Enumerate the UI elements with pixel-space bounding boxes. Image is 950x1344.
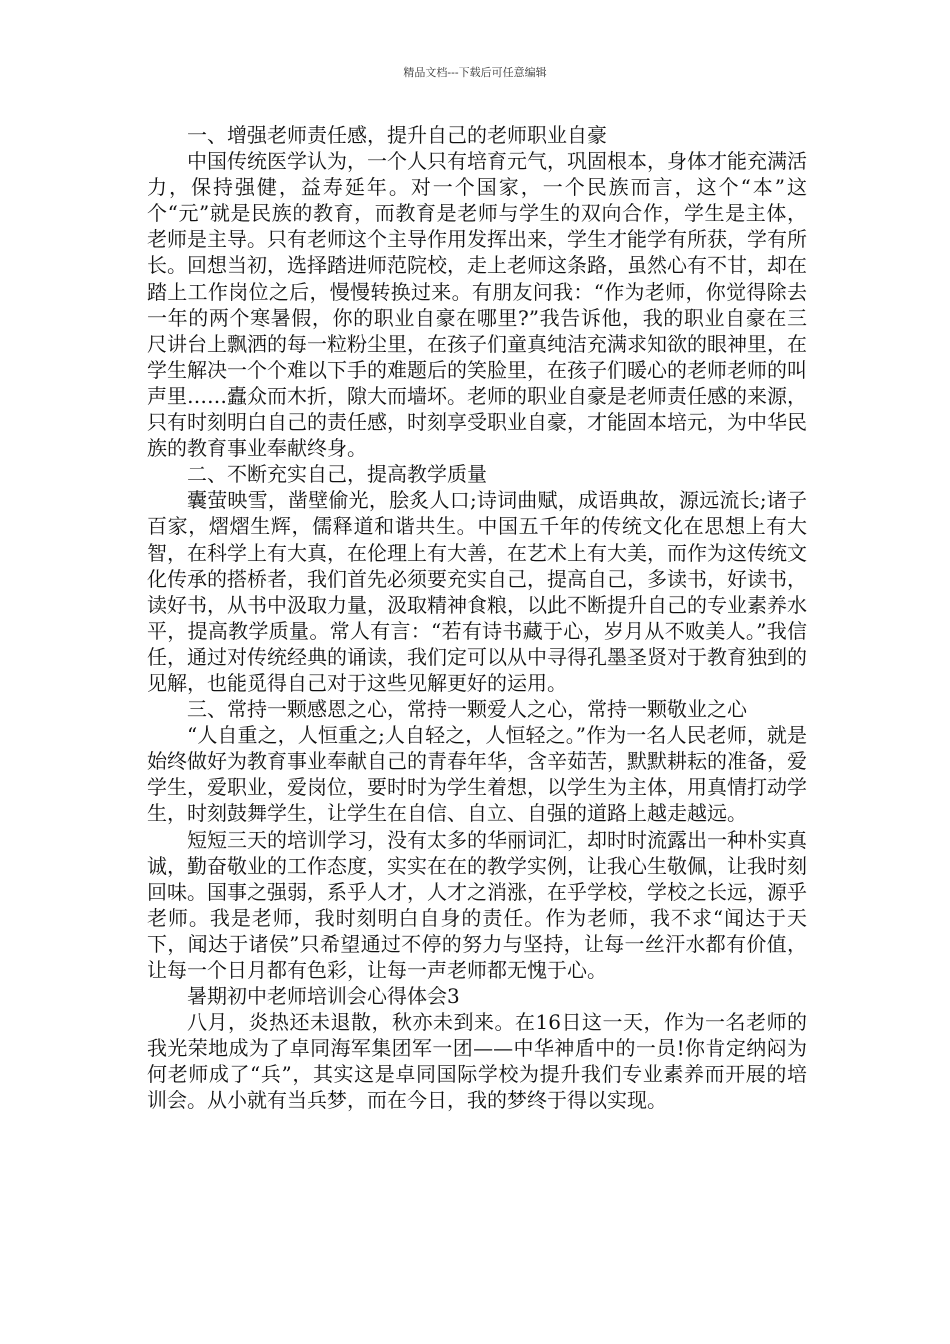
page-header: 精品文档---下载后可任意编辑 <box>403 66 547 79</box>
paragraph: “人自重之，人恒重之;人自轻之，人恒轻之。”作为一名人民老师，就是始终做好为教育事业奉献自己的青春年华，含辛茹苦，默默耕耘的准备，爱学生，爱职业，爱岗位，要时时为学生着想，以学生为主体，用真情打动学生，时刻鼓舞学生，让学生在自信、自立、自强的道路上越走越远。 <box>147 723 807 826</box>
section-heading-2: 二、不断充实自己，提高教学质量 <box>187 462 487 487</box>
article-title: 暑期初中老师培训会心得体会3 <box>187 984 460 1009</box>
section-heading-3: 三、常持一颗感恩之心，常持一颗爱人之心，常持一颗敬业之心 <box>187 697 747 722</box>
paragraph: 中国传统医学认为，一个人只有培育元气，巩固根本，身体才能充满活力，保持强健，益寿延年。对一个国家，一个民族而言，这个“本”这个“元”就是民族的教育，而教育是老师与学生的双向合作，学生是主体，老师是主导。只有老师这个主导作用发挥出来，学生才能学有所获，学有所长。回想当初，选择踏进师范院校，走上老师这条路，虽然心有不甘，却在踏上工作岗位之后，慢慢转换过来。有朋友问我：“作为老师，你觉得除去一年的两个寒暑假，你的职业自豪在哪里?”我告诉他，我的职业自豪在三尺讲台上飘洒的每一粒粉尘里，在孩子们童真纯洁充满求知欲的眼神里，在学生解决一个个难以下手的难题后的笑脸里，在孩子们暖心的老师老师的叫声里……蠹众而木折，隙大而墙坏。老师的职业自豪是老师责任感的来源，只有时刻明白自己的责任感，时刻享受职业自豪，才能固本培元，为中华民族的教育事业奉献终身。 <box>147 149 807 461</box>
paragraph: 囊萤映雪，凿壁偷光，脍炙人口;诗词曲赋，成语典故，源远流长;诸子百家，熠熠生辉，儒释道和谐共生。中国五千年的传统文化在思想上有大智，在科学上有大真，在伦理上有大善，在艺术上有大美，而作为这传统文化传承的搭桥者，我们首先必须要充实自己，提高自己，多读书，好读书，读好书，从书中汲取力量，汲取精神食粮，以此不断提升自己的专业素养水平，提高教学质量。常人有言：“若有诗书藏于心，岁月从不败美人。”我信任，通过对传统经典的诵读，我们定可以从中寻得孔墨圣贤对于教育独到的见解，也能觅得自己对于这些见解更好的运用。 <box>147 488 807 695</box>
paragraph: 短短三天的培训学习，没有太多的华丽词汇，却时时流露出一种朴实真诚，勤奋敬业的工作态度，实实在在的教学实例，让我心生敬佩，让我时刻回味。国事之强弱，系乎人才，人才之消涨，在乎学校，学校之长远，源乎老师。我是老师，我时刻明白自身的责任。作为老师，我不求“闻达于天下，闻达于诸侯”只希望通过不停的努力与坚持，让每一丝汗水都有价值，让每一个日月都有色彩，让每一声老师都无愧于心。 <box>147 827 807 982</box>
section-heading-1: 一、增强老师责任感，提升自己的老师职业自豪 <box>187 123 607 147</box>
document-body <box>147 122 807 1114</box>
paragraph: 八月，炎热还未退散，秋亦未到来。在16日这一天，作为一名老师的我光荣地成为了卓同海军集团军一团——中华神盾中的一员!你肯定纳闷为何老师成了“兵”，其实这是卓同国际学校为提升我们专业素养而开展的培训会。从小就有当兵梦，而在今日，我的梦终于得以实现。 <box>147 1010 807 1113</box>
